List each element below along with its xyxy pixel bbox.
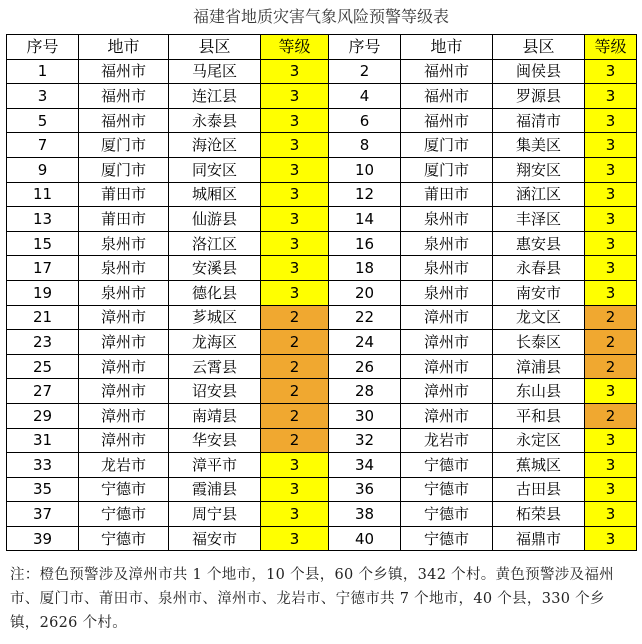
cell-county: 南靖县 bbox=[169, 403, 261, 428]
cell-county: 诏安县 bbox=[169, 379, 261, 404]
cell-city: 宁德市 bbox=[401, 477, 493, 502]
cell-county: 同安区 bbox=[169, 157, 261, 182]
cell-level: 3 bbox=[261, 231, 329, 256]
cell-county: 安溪县 bbox=[169, 256, 261, 281]
cell-county: 闽侯县 bbox=[493, 59, 585, 84]
cell-level: 3 bbox=[585, 502, 637, 527]
table-row bbox=[7, 207, 637, 232]
cell-level: 3 bbox=[261, 453, 329, 478]
cell-county: 平和县 bbox=[493, 403, 585, 428]
cell-no: 32 bbox=[329, 428, 401, 453]
cell-city: 宁德市 bbox=[401, 502, 493, 527]
cell-city: 漳州市 bbox=[401, 330, 493, 355]
cell-level: 3 bbox=[261, 280, 329, 305]
cell-no: 19 bbox=[7, 280, 79, 305]
cell-level: 3 bbox=[585, 428, 637, 453]
table-row bbox=[7, 305, 637, 330]
cell-no: 23 bbox=[7, 330, 79, 355]
warning-level-table bbox=[6, 34, 637, 551]
cell-level: 3 bbox=[585, 256, 637, 281]
table-row bbox=[7, 526, 637, 551]
cell-city: 厦门市 bbox=[401, 133, 493, 158]
cell-city: 莆田市 bbox=[79, 207, 169, 232]
cell-level: 3 bbox=[261, 59, 329, 84]
cell-county: 惠安县 bbox=[493, 231, 585, 256]
cell-city: 漳州市 bbox=[79, 428, 169, 453]
cell-county: 仙游县 bbox=[169, 207, 261, 232]
cell-city: 漳州市 bbox=[79, 403, 169, 428]
header-city-left: 地市 bbox=[79, 35, 169, 60]
cell-city: 泉州市 bbox=[79, 231, 169, 256]
cell-level: 3 bbox=[585, 59, 637, 84]
cell-level: 3 bbox=[261, 526, 329, 551]
cell-city: 泉州市 bbox=[401, 256, 493, 281]
table-row bbox=[7, 330, 637, 355]
table-row bbox=[7, 133, 637, 158]
cell-county: 漳浦县 bbox=[493, 354, 585, 379]
cell-no: 25 bbox=[7, 354, 79, 379]
cell-city: 漳州市 bbox=[401, 354, 493, 379]
cell-no: 10 bbox=[329, 157, 401, 182]
cell-level: 3 bbox=[261, 502, 329, 527]
cell-no: 5 bbox=[7, 108, 79, 133]
cell-no: 39 bbox=[7, 526, 79, 551]
cell-county: 福安市 bbox=[169, 526, 261, 551]
table-row bbox=[7, 256, 637, 281]
cell-no: 18 bbox=[329, 256, 401, 281]
cell-no: 3 bbox=[7, 84, 79, 109]
table-row bbox=[7, 453, 637, 478]
cell-level: 2 bbox=[585, 330, 637, 355]
cell-level: 3 bbox=[585, 477, 637, 502]
cell-level: 3 bbox=[261, 157, 329, 182]
cell-city: 龙岩市 bbox=[79, 453, 169, 478]
cell-no: 28 bbox=[329, 379, 401, 404]
cell-no: 16 bbox=[329, 231, 401, 256]
cell-city: 宁德市 bbox=[79, 526, 169, 551]
cell-no: 31 bbox=[7, 428, 79, 453]
cell-city: 漳州市 bbox=[401, 379, 493, 404]
header-level-right: 等级 bbox=[585, 35, 637, 60]
cell-no: 4 bbox=[329, 84, 401, 109]
cell-no: 9 bbox=[7, 157, 79, 182]
cell-level: 3 bbox=[261, 477, 329, 502]
cell-level: 2 bbox=[261, 379, 329, 404]
table-row bbox=[7, 84, 637, 109]
cell-county: 蕉城区 bbox=[493, 453, 585, 478]
cell-level: 3 bbox=[261, 133, 329, 158]
cell-city: 龙岩市 bbox=[401, 428, 493, 453]
cell-city: 莆田市 bbox=[79, 182, 169, 207]
header-row bbox=[7, 35, 637, 60]
header-no-left: 序号 bbox=[7, 35, 79, 60]
table-row bbox=[7, 231, 637, 256]
cell-city: 宁德市 bbox=[401, 526, 493, 551]
cell-level: 3 bbox=[261, 182, 329, 207]
cell-county: 柘荣县 bbox=[493, 502, 585, 527]
cell-county: 丰泽区 bbox=[493, 207, 585, 232]
cell-level: 3 bbox=[585, 84, 637, 109]
cell-city: 漳州市 bbox=[401, 305, 493, 330]
cell-city: 福州市 bbox=[401, 59, 493, 84]
cell-city: 莆田市 bbox=[401, 182, 493, 207]
table-row bbox=[7, 477, 637, 502]
cell-level: 3 bbox=[585, 108, 637, 133]
header-no-right: 序号 bbox=[329, 35, 401, 60]
cell-county: 霞浦县 bbox=[169, 477, 261, 502]
cell-county: 永春县 bbox=[493, 256, 585, 281]
cell-city: 厦门市 bbox=[401, 157, 493, 182]
cell-city: 漳州市 bbox=[401, 403, 493, 428]
table-row bbox=[7, 502, 637, 527]
table-row bbox=[7, 108, 637, 133]
cell-no: 11 bbox=[7, 182, 79, 207]
cell-level: 2 bbox=[261, 354, 329, 379]
cell-no: 35 bbox=[7, 477, 79, 502]
cell-level: 3 bbox=[585, 379, 637, 404]
cell-city: 福州市 bbox=[79, 108, 169, 133]
cell-level: 2 bbox=[585, 403, 637, 428]
cell-no: 38 bbox=[329, 502, 401, 527]
cell-no: 24 bbox=[329, 330, 401, 355]
cell-county: 洛江区 bbox=[169, 231, 261, 256]
cell-no: 34 bbox=[329, 453, 401, 478]
cell-county: 海沧区 bbox=[169, 133, 261, 158]
cell-no: 7 bbox=[7, 133, 79, 158]
cell-no: 2 bbox=[329, 59, 401, 84]
cell-no: 17 bbox=[7, 256, 79, 281]
table-row bbox=[7, 403, 637, 428]
cell-no: 26 bbox=[329, 354, 401, 379]
cell-county: 德化县 bbox=[169, 280, 261, 305]
cell-city: 泉州市 bbox=[401, 231, 493, 256]
cell-county: 城厢区 bbox=[169, 182, 261, 207]
cell-level: 3 bbox=[585, 182, 637, 207]
cell-county: 芗城区 bbox=[169, 305, 261, 330]
cell-no: 14 bbox=[329, 207, 401, 232]
cell-no: 8 bbox=[329, 133, 401, 158]
cell-city: 漳州市 bbox=[79, 330, 169, 355]
cell-level: 3 bbox=[261, 108, 329, 133]
cell-county: 古田县 bbox=[493, 477, 585, 502]
cell-city: 漳州市 bbox=[79, 379, 169, 404]
cell-county: 连江县 bbox=[169, 84, 261, 109]
cell-no: 20 bbox=[329, 280, 401, 305]
cell-level: 3 bbox=[261, 207, 329, 232]
cell-level: 3 bbox=[585, 231, 637, 256]
cell-level: 3 bbox=[585, 453, 637, 478]
cell-county: 周宁县 bbox=[169, 502, 261, 527]
cell-level: 2 bbox=[585, 305, 637, 330]
table-row bbox=[7, 59, 637, 84]
cell-county: 永定区 bbox=[493, 428, 585, 453]
cell-city: 厦门市 bbox=[79, 157, 169, 182]
header-city-right: 地市 bbox=[401, 35, 493, 60]
header-county-right: 县区 bbox=[493, 35, 585, 60]
cell-city: 宁德市 bbox=[401, 453, 493, 478]
cell-city: 漳州市 bbox=[79, 305, 169, 330]
cell-no: 1 bbox=[7, 59, 79, 84]
table-row bbox=[7, 428, 637, 453]
cell-no: 40 bbox=[329, 526, 401, 551]
cell-no: 29 bbox=[7, 403, 79, 428]
cell-level: 3 bbox=[261, 84, 329, 109]
table-row bbox=[7, 354, 637, 379]
cell-level: 3 bbox=[585, 526, 637, 551]
cell-no: 27 bbox=[7, 379, 79, 404]
cell-county: 马尾区 bbox=[169, 59, 261, 84]
cell-city: 厦门市 bbox=[79, 133, 169, 158]
cell-county: 集美区 bbox=[493, 133, 585, 158]
cell-no: 37 bbox=[7, 502, 79, 527]
cell-county: 龙文区 bbox=[493, 305, 585, 330]
cell-level: 3 bbox=[585, 280, 637, 305]
cell-city: 福州市 bbox=[401, 84, 493, 109]
cell-county: 翔安区 bbox=[493, 157, 585, 182]
cell-no: 12 bbox=[329, 182, 401, 207]
cell-county: 长泰区 bbox=[493, 330, 585, 355]
cell-county: 东山县 bbox=[493, 379, 585, 404]
cell-county: 涵江区 bbox=[493, 182, 585, 207]
header-level-left: 等级 bbox=[261, 35, 329, 60]
cell-no: 33 bbox=[7, 453, 79, 478]
cell-city: 福州市 bbox=[401, 108, 493, 133]
cell-city: 泉州市 bbox=[79, 256, 169, 281]
cell-city: 泉州市 bbox=[79, 280, 169, 305]
cell-county: 龙海区 bbox=[169, 330, 261, 355]
cell-no: 13 bbox=[7, 207, 79, 232]
cell-county: 永泰县 bbox=[169, 108, 261, 133]
cell-level: 3 bbox=[585, 207, 637, 232]
cell-city: 泉州市 bbox=[401, 280, 493, 305]
cell-no: 22 bbox=[329, 305, 401, 330]
cell-level: 2 bbox=[585, 354, 637, 379]
cell-level: 3 bbox=[585, 157, 637, 182]
cell-county: 罗源县 bbox=[493, 84, 585, 109]
cell-county: 福清市 bbox=[493, 108, 585, 133]
cell-level: 3 bbox=[261, 256, 329, 281]
cell-no: 6 bbox=[329, 108, 401, 133]
header-county-left: 县区 bbox=[169, 35, 261, 60]
cell-county: 漳平市 bbox=[169, 453, 261, 478]
cell-city: 漳州市 bbox=[79, 354, 169, 379]
footnote: 注：橙色预警涉及漳州市共 1 个地市，10 个县，60 个乡镇，342 个村。黄色预警涉及福州市、厦门市、莆田市、泉州市、漳州市、龙岩市、宁德市共 7 个地市，40 个县，330 个乡镇，2626 个村。 bbox=[10, 567, 614, 631]
cell-level: 2 bbox=[261, 428, 329, 453]
cell-city: 福州市 bbox=[79, 84, 169, 109]
cell-no: 36 bbox=[329, 477, 401, 502]
cell-city: 福州市 bbox=[79, 59, 169, 84]
table-row bbox=[7, 280, 637, 305]
cell-city: 宁德市 bbox=[79, 477, 169, 502]
cell-city: 泉州市 bbox=[401, 207, 493, 232]
cell-no: 15 bbox=[7, 231, 79, 256]
cell-city: 宁德市 bbox=[79, 502, 169, 527]
table-title: 福建省地质灾害气象风险预警等级表 bbox=[192, 7, 449, 26]
cell-level: 3 bbox=[585, 133, 637, 158]
table-row bbox=[7, 157, 637, 182]
cell-county: 南安市 bbox=[493, 280, 585, 305]
cell-county: 华安县 bbox=[169, 428, 261, 453]
table-row bbox=[7, 182, 637, 207]
cell-level: 2 bbox=[261, 330, 329, 355]
cell-county: 云霄县 bbox=[169, 354, 261, 379]
cell-level: 2 bbox=[261, 305, 329, 330]
cell-level: 2 bbox=[261, 403, 329, 428]
cell-no: 30 bbox=[329, 403, 401, 428]
cell-no: 21 bbox=[7, 305, 79, 330]
table-row bbox=[7, 379, 637, 404]
cell-county: 福鼎市 bbox=[493, 526, 585, 551]
